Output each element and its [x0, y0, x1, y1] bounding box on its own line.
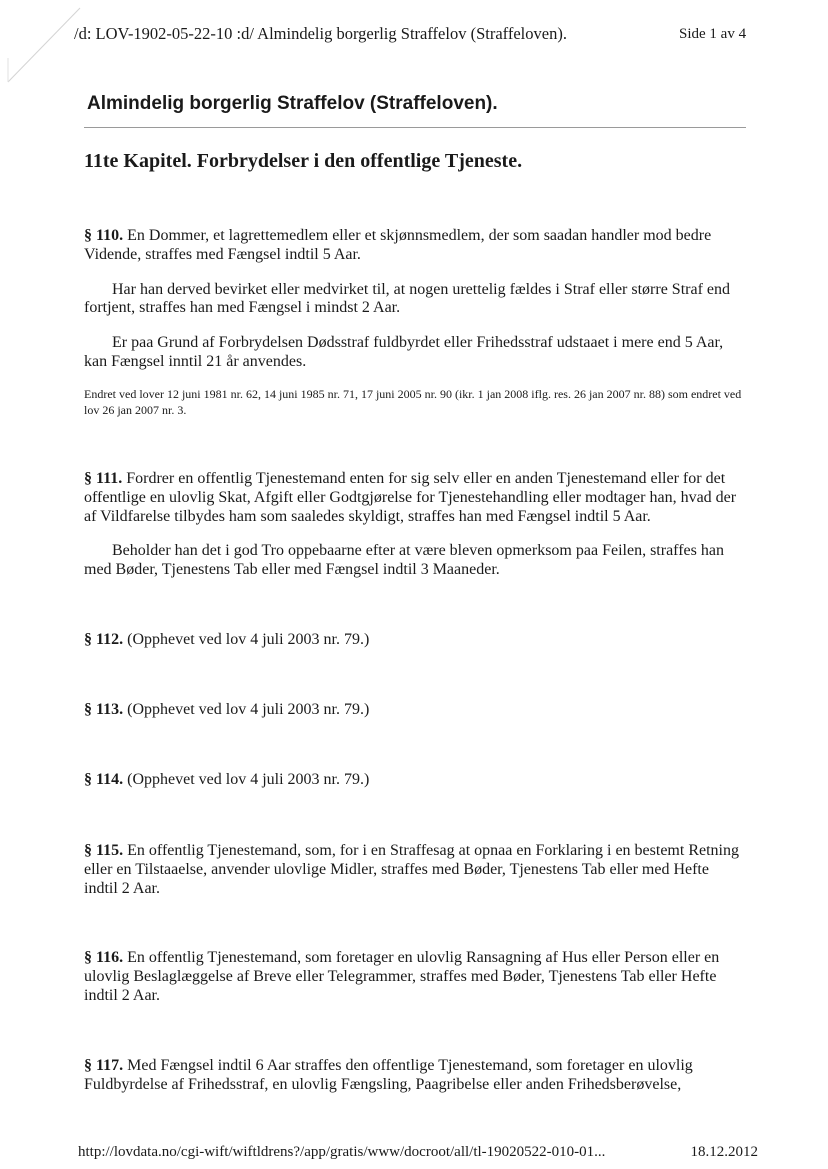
section-text: (Opphevet ved lov 4 juli 2003 nr. 79.)	[127, 631, 370, 648]
section-text: En offentlig Tjenestemand, som foretager en ulovlig Ransagning af Hus eller Person eller en ulovlig Beslaglæggelse af Breve eller Telegrammer, straffes med Bøder, Tjenestens Tab eller Hefte indtil 2 Aar.	[84, 949, 720, 1004]
amendment-note: Endret ved lover 12 juni 1981 nr. 62, 14 juni 1985 nr. 71, 17 juni 2005 nr. 90 (ikr. 1 jan 2008 iflg. res. 26 jan 2007 nr. 88) som endret ved lov 26 jan 2007 nr. 3.	[84, 386, 742, 417]
section-number: § 112.	[84, 631, 124, 648]
section-111	[84, 470, 746, 580]
section-111-paragraph-1	[84, 470, 746, 526]
section-number: § 114.	[84, 771, 124, 788]
section-110-paragraph-1	[84, 227, 746, 265]
section-115	[84, 842, 746, 898]
page-corner-scan-mark	[0, 0, 90, 90]
section-116	[84, 949, 746, 1005]
section-number: § 113.	[84, 701, 124, 718]
section-113-paragraph	[84, 701, 746, 720]
section-112-paragraph	[84, 631, 746, 650]
section-number: § 111.	[84, 470, 123, 487]
section-110	[84, 227, 746, 418]
section-114-paragraph	[84, 771, 746, 790]
section-115-paragraph	[84, 842, 746, 898]
section-110-paragraph-3: Er paa Grund af Forbrydelsen Dødsstraf fuldbyrdet eller Frihedsstraf udstaaet i mere end 5 Aar, kan Fængsel inntil 21 år anvendes.	[84, 334, 724, 370]
section-114	[84, 771, 746, 790]
title-divider	[84, 127, 746, 128]
section-text: Fordrer en offentlig Tjenestemand enten for sig selv eller en anden Tjenestemand eller for det offentlige en ulovlig Skat, Afgift eller Godtgjørelse for Tjenestehandling eller modtager han, hvad der af Vildfarelse tilbydes ham som saaledes skyldigt, straffes han med Fængsel indtil 5 Aar.	[84, 470, 737, 525]
section-112	[84, 631, 746, 650]
section-111-paragraph-2: Beholder han det i god Tro oppebaarne efter at være bleven opmerksom paa Feilen, straffes han med Bøder, Tjenestens Tab eller med Fængsel indtil 3 Maaneder.	[84, 542, 724, 579]
section-text: (Opphevet ved lov 4 juli 2003 nr. 79.)	[127, 701, 370, 718]
document-reference: /d: LOV-1902-05-22-10 :d/ Almindelig borgerlig Straffelov (Straffeloven).	[74, 24, 567, 43]
section-113	[84, 701, 746, 720]
section-number: § 117.	[84, 1057, 124, 1074]
section-number: § 115.	[84, 842, 124, 859]
chapter-heading: 11te Kapitel. Forbrydelser i den offentlige Tjeneste.	[84, 150, 523, 172]
document-title: Almindelig borgerlig Straffelov (Straffeloven).	[87, 93, 498, 114]
footer-url: http://lovdata.no/cgi-wift/wiftldrens?/app/gratis/www/docroot/all/tl-19020522-010-01...	[78, 1144, 606, 1160]
section-117	[84, 1057, 746, 1095]
section-text: Med Fængsel indtil 6 Aar straffes den offentlige Tjenestemand, som foretager en ulovlig Fuldbyrdelse af Frihedsstraf, en ulovlig Fængsling, Paagribelse eller anden Frihedsberøvelse,	[84, 1057, 693, 1093]
section-116-paragraph	[84, 949, 746, 1005]
section-117-paragraph	[84, 1057, 746, 1095]
page-indicator: Side 1 av 4	[679, 26, 747, 42]
section-text: En offentlig Tjenestemand, som, for i en Straffesag at opnaa en Forklaring i en bestemt Retning eller en Tilstaaelse, anvender ulovlige Midler, straffes med Bøder, Tjenestens Tab eller med Hefte indtil 2 Aar.	[84, 842, 739, 897]
section-text: En Dommer, et lagrettemedlem eller et skjønnsmedlem, der som saadan handler mod bedre Vidende, straffes med Fængsel indtil 5 Aar.	[84, 227, 712, 263]
footer-date: 18.12.2012	[690, 1144, 758, 1160]
section-number: § 116.	[84, 949, 124, 966]
section-text: (Opphevet ved lov 4 juli 2003 nr. 79.)	[127, 771, 370, 788]
section-110-paragraph-2: Har han derved bevirket eller medvirket til, at nogen urettelig fældes i Straf eller større Straf end fortjent, straffes han med Fængsel i mindst 2 Aar.	[84, 280, 730, 317]
section-number: § 110.	[84, 227, 124, 244]
